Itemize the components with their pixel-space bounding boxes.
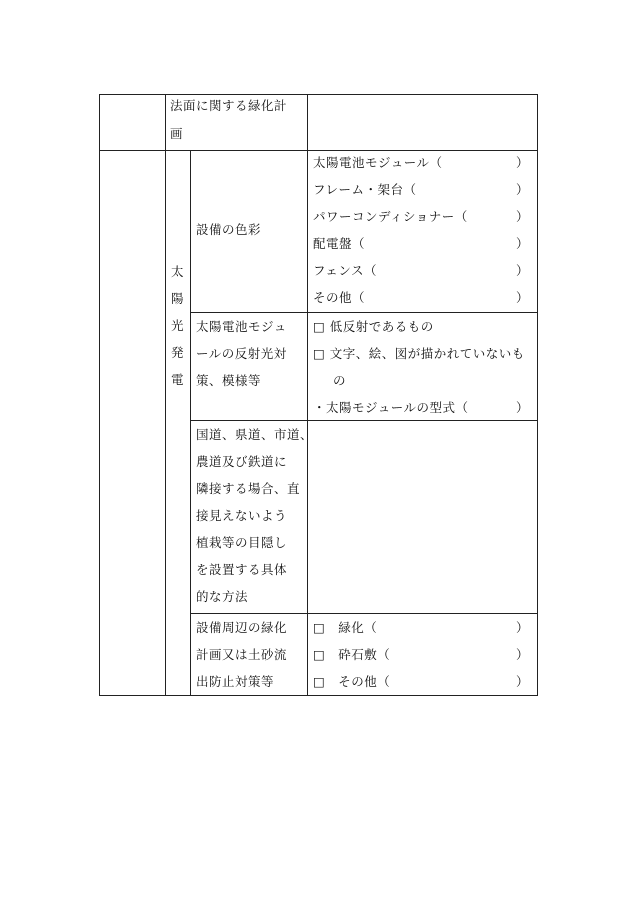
checkbox-gravel[interactable]: □ 砕石敷（ (313, 647, 391, 662)
surroundings-label: 設備周辺の緑化 (196, 620, 288, 635)
color-item-power-conditioner[interactable]: パワーコンディショナー（ (313, 209, 468, 224)
checkbox-other[interactable]: □ その他（ (313, 674, 391, 689)
equipment-color-label: 設備の色彩 (196, 222, 262, 237)
solar-category-char: 光 (171, 318, 185, 333)
screening-label: 接見えないよう (196, 508, 288, 523)
close-paren: ） (516, 263, 529, 278)
color-item-other[interactable]: その他（ (313, 290, 366, 305)
reflection-label: ールの反射光対 (196, 346, 287, 361)
close-paren: ） (516, 182, 529, 197)
greening-plan-label: 法面に関する緑化計 (170, 98, 288, 113)
close-paren: ） (516, 620, 529, 635)
checkbox-no-drawings[interactable]: □ 文字、絵、図が描かれていないも (313, 346, 525, 361)
table-rule (190, 613, 538, 614)
reflection-label: 策、模様等 (196, 373, 262, 388)
screening-label: 隣接する場合、直 (196, 481, 301, 496)
checkbox-greening[interactable]: □ 緑化（ (313, 620, 378, 635)
solar-category-char: 太 (171, 264, 185, 279)
table-border-left (99, 94, 100, 696)
color-item-module[interactable]: 太陽電池モジュール（ (313, 155, 443, 170)
close-paren: ） (516, 155, 529, 170)
greening-plan-value-cell[interactable] (308, 95, 537, 150)
close-paren: ） (516, 647, 529, 662)
screening-label: 国道、県道、市道、 (196, 427, 314, 442)
surroundings-label: 計画又は土砂流 (196, 647, 288, 662)
solar-category-char: 発 (171, 345, 185, 360)
screening-label: 農道及び鉄道に (196, 454, 288, 469)
screening-label: を設置する具体 (196, 562, 288, 577)
screening-label: 植栽等の目隠し (196, 535, 288, 550)
close-paren: ） (516, 400, 529, 415)
color-item-fence[interactable]: フェンス（ (313, 263, 378, 278)
color-item-frame[interactable]: フレーム・架台（ (313, 182, 417, 197)
screening-value-cell[interactable] (308, 421, 537, 613)
table-border-right (537, 94, 538, 696)
table-rule (190, 312, 538, 313)
screening-label: 的な方法 (196, 589, 249, 604)
surroundings-label: 出防止対策等 (196, 674, 275, 689)
table-rule (190, 150, 191, 696)
table-rule (165, 94, 166, 696)
reflection-label: 太陽電池モジュ (196, 319, 287, 334)
solar-category-char: 陽 (171, 291, 185, 306)
close-paren: ） (516, 674, 529, 689)
solar-category-char: 電 (171, 372, 185, 387)
close-paren: ） (516, 236, 529, 251)
checkbox-low-reflection[interactable]: □ 低反射であるもの (313, 319, 434, 334)
color-item-switchboard[interactable]: 配電盤（ (313, 236, 366, 251)
checkbox-no-drawings-continued: の (333, 373, 347, 388)
close-paren: ） (516, 290, 529, 305)
greening-plan-label: 画 (170, 126, 184, 141)
close-paren: ） (516, 209, 529, 224)
module-model-field[interactable]: ・太陽モジュールの型式（ (313, 400, 469, 415)
